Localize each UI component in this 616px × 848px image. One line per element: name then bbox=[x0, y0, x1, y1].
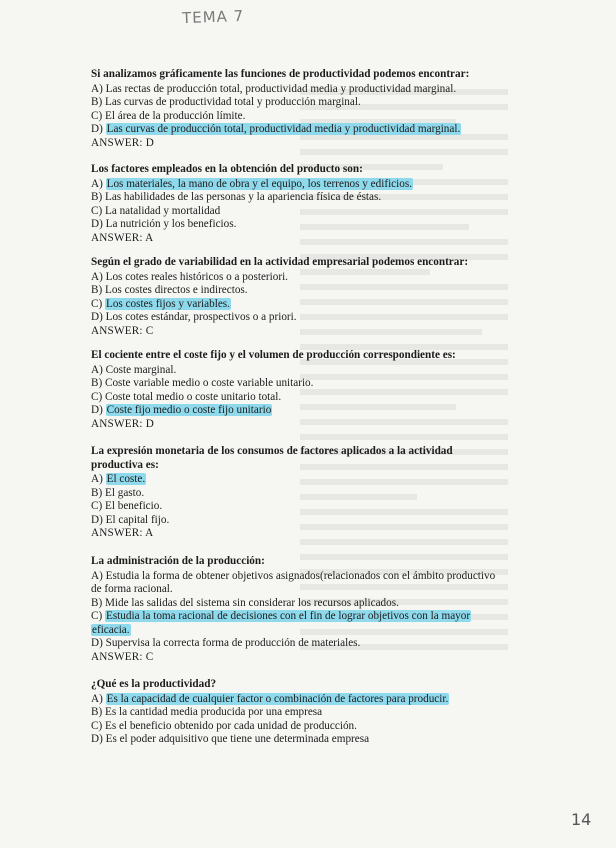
option-c bbox=[91, 298, 531, 312]
question-block bbox=[91, 68, 531, 150]
option-text: El gasto. bbox=[104, 486, 145, 499]
answer-line: ANSWER: A bbox=[91, 231, 154, 244]
question-text: La expresión monetaria de los consumos de factores aplicados a la actividad productiva es: bbox=[91, 445, 453, 471]
option-letter: A) bbox=[91, 363, 103, 376]
option-letter: D) bbox=[91, 513, 103, 526]
option-a bbox=[91, 473, 491, 487]
option-c bbox=[91, 391, 531, 405]
answer-line: ANSWER: A bbox=[91, 527, 154, 539]
option-a bbox=[91, 83, 531, 97]
option-letter: A) bbox=[91, 473, 103, 485]
option-letter: C) bbox=[91, 204, 103, 217]
option-text: Las habilidades de las personas y la apariencia física de éstas. bbox=[104, 191, 382, 203]
option-text: Es el beneficio obtenido por cada unidad de producción. bbox=[104, 719, 357, 732]
option-text: Los costes directos e indirectos. bbox=[104, 284, 248, 296]
option-d bbox=[91, 514, 491, 528]
option-text: La nutrición y los beneficios. bbox=[105, 218, 237, 230]
option-letter: B) bbox=[91, 284, 103, 296]
option-c bbox=[91, 205, 531, 219]
option-b bbox=[91, 377, 531, 391]
option-b bbox=[91, 706, 531, 720]
handwritten-title: TEMA 7 bbox=[181, 6, 245, 28]
question-text: Si analizamos gráficamente las funciones de productividad podemos encontrar: bbox=[91, 68, 470, 80]
option-b bbox=[91, 487, 491, 501]
option-d bbox=[91, 637, 506, 651]
option-letter: D) bbox=[91, 637, 103, 649]
option-b bbox=[91, 597, 506, 611]
highlighted-option-text: Los costes fijos y variables. bbox=[105, 297, 230, 310]
option-c bbox=[91, 720, 531, 734]
answer-line: ANSWER: D bbox=[91, 136, 155, 149]
option-letter: C) bbox=[91, 610, 103, 622]
option-a bbox=[91, 178, 531, 192]
option-a bbox=[91, 570, 506, 597]
question-block bbox=[91, 349, 531, 431]
page-number: 14 bbox=[571, 810, 592, 829]
question-block bbox=[91, 555, 506, 664]
option-text: Mide las salidas del sistema sin considerar los recursos aplicados. bbox=[104, 596, 399, 609]
option-letter: A) bbox=[91, 177, 103, 190]
option-letter: B) bbox=[91, 377, 103, 389]
option-b bbox=[91, 96, 531, 110]
option-text: Las rectas de producción total, productividad media y productividad marginal. bbox=[105, 82, 457, 95]
option-letter: C) bbox=[91, 719, 103, 732]
highlighted-option-text: Es la capacidad de cualquier factor o combinación de factores para producir. bbox=[106, 692, 449, 705]
question-text: Los factores empleados en la obtención del producto son: bbox=[91, 163, 363, 175]
option-d bbox=[91, 311, 531, 325]
option-d bbox=[91, 733, 531, 747]
question-block bbox=[91, 445, 491, 541]
option-text: Supervisa la correcta forma de producción de materiales. bbox=[105, 637, 361, 649]
highlighted-option-text: El coste. bbox=[106, 473, 146, 485]
question-text: ¿Qué es la productividad? bbox=[91, 678, 217, 690]
option-text: Estudia la forma de obtener objetivos asignados(relacionados con el ámbito productivo de forma racional. bbox=[91, 569, 496, 595]
option-b bbox=[91, 284, 531, 298]
option-letter: B) bbox=[91, 706, 103, 718]
answer-line: ANSWER: C bbox=[91, 324, 154, 337]
option-letter: B) bbox=[91, 486, 103, 499]
option-letter: A) bbox=[91, 692, 103, 705]
question-block bbox=[91, 256, 531, 338]
option-letter: A) bbox=[91, 82, 103, 95]
option-text: Coste marginal. bbox=[105, 363, 177, 376]
option-text: Coste total medio o coste unitario total. bbox=[104, 390, 282, 403]
option-letter: C) bbox=[91, 500, 103, 512]
option-letter: D) bbox=[91, 733, 103, 745]
option-text: Es el poder adquisitivo que tiene une determinada empresa bbox=[105, 733, 370, 745]
option-letter: B) bbox=[91, 191, 103, 203]
answer-line: ANSWER: D bbox=[91, 417, 155, 430]
option-letter: C) bbox=[91, 109, 103, 122]
option-letter: D) bbox=[91, 404, 103, 416]
option-text: Coste variable medio o coste variable unitario. bbox=[104, 377, 314, 389]
option-d bbox=[91, 218, 531, 232]
option-text: El área de la producción límite. bbox=[104, 109, 246, 122]
question-text: El cociente entre el coste fijo y el volumen de producción correspondiente es: bbox=[91, 349, 456, 361]
option-a bbox=[91, 693, 531, 707]
option-text: Es la cantidad media producida por una empresa bbox=[104, 706, 323, 718]
option-text: Los cotes estándar, prospectivos o a priori. bbox=[105, 311, 297, 323]
question-text: La administración de la producción: bbox=[91, 555, 265, 567]
option-letter: C) bbox=[91, 297, 103, 310]
option-letter: B) bbox=[91, 596, 103, 609]
option-letter: A) bbox=[91, 569, 103, 582]
answer-line: ANSWER: C bbox=[91, 650, 154, 663]
option-letter: C) bbox=[91, 390, 103, 403]
question-block bbox=[91, 678, 531, 747]
option-c bbox=[91, 110, 531, 124]
question-block bbox=[91, 163, 531, 245]
option-letter: D) bbox=[91, 123, 103, 135]
option-letter: D) bbox=[91, 218, 103, 230]
option-text: El capital fijo. bbox=[105, 513, 170, 526]
option-letter: D) bbox=[91, 311, 103, 323]
option-c bbox=[91, 500, 491, 514]
option-c bbox=[91, 610, 506, 637]
option-d bbox=[91, 123, 531, 137]
option-d bbox=[91, 404, 531, 418]
option-text: Los cotes reales históricos o a posteriori. bbox=[105, 270, 288, 283]
highlighted-option-text: Los materiales, la mano de obra y el equipo, los terrenos y edificios. bbox=[106, 177, 412, 190]
option-text: La natalidad y mortalidad bbox=[104, 204, 221, 217]
highlighted-option-text: Las curvas de producción total, productividad media y productividad marginal. bbox=[106, 123, 461, 135]
option-a bbox=[91, 364, 531, 378]
option-letter: A) bbox=[91, 270, 103, 283]
option-b bbox=[91, 191, 531, 205]
option-a bbox=[91, 271, 531, 285]
option-text: Las curvas de productividad total y producción marginal. bbox=[104, 96, 361, 108]
question-text: Según el grado de variabilidad en la actividad empresarial podemos encontrar: bbox=[91, 256, 469, 268]
option-letter: B) bbox=[91, 96, 103, 108]
highlighted-option-text: Estudia la toma racional de decisiones con el fin de lograr objetivos con la mayor eficacia. bbox=[92, 610, 471, 636]
highlighted-option-text: Coste fijo medio o coste fijo unitario bbox=[106, 404, 272, 416]
option-text: El beneficio. bbox=[104, 500, 163, 512]
